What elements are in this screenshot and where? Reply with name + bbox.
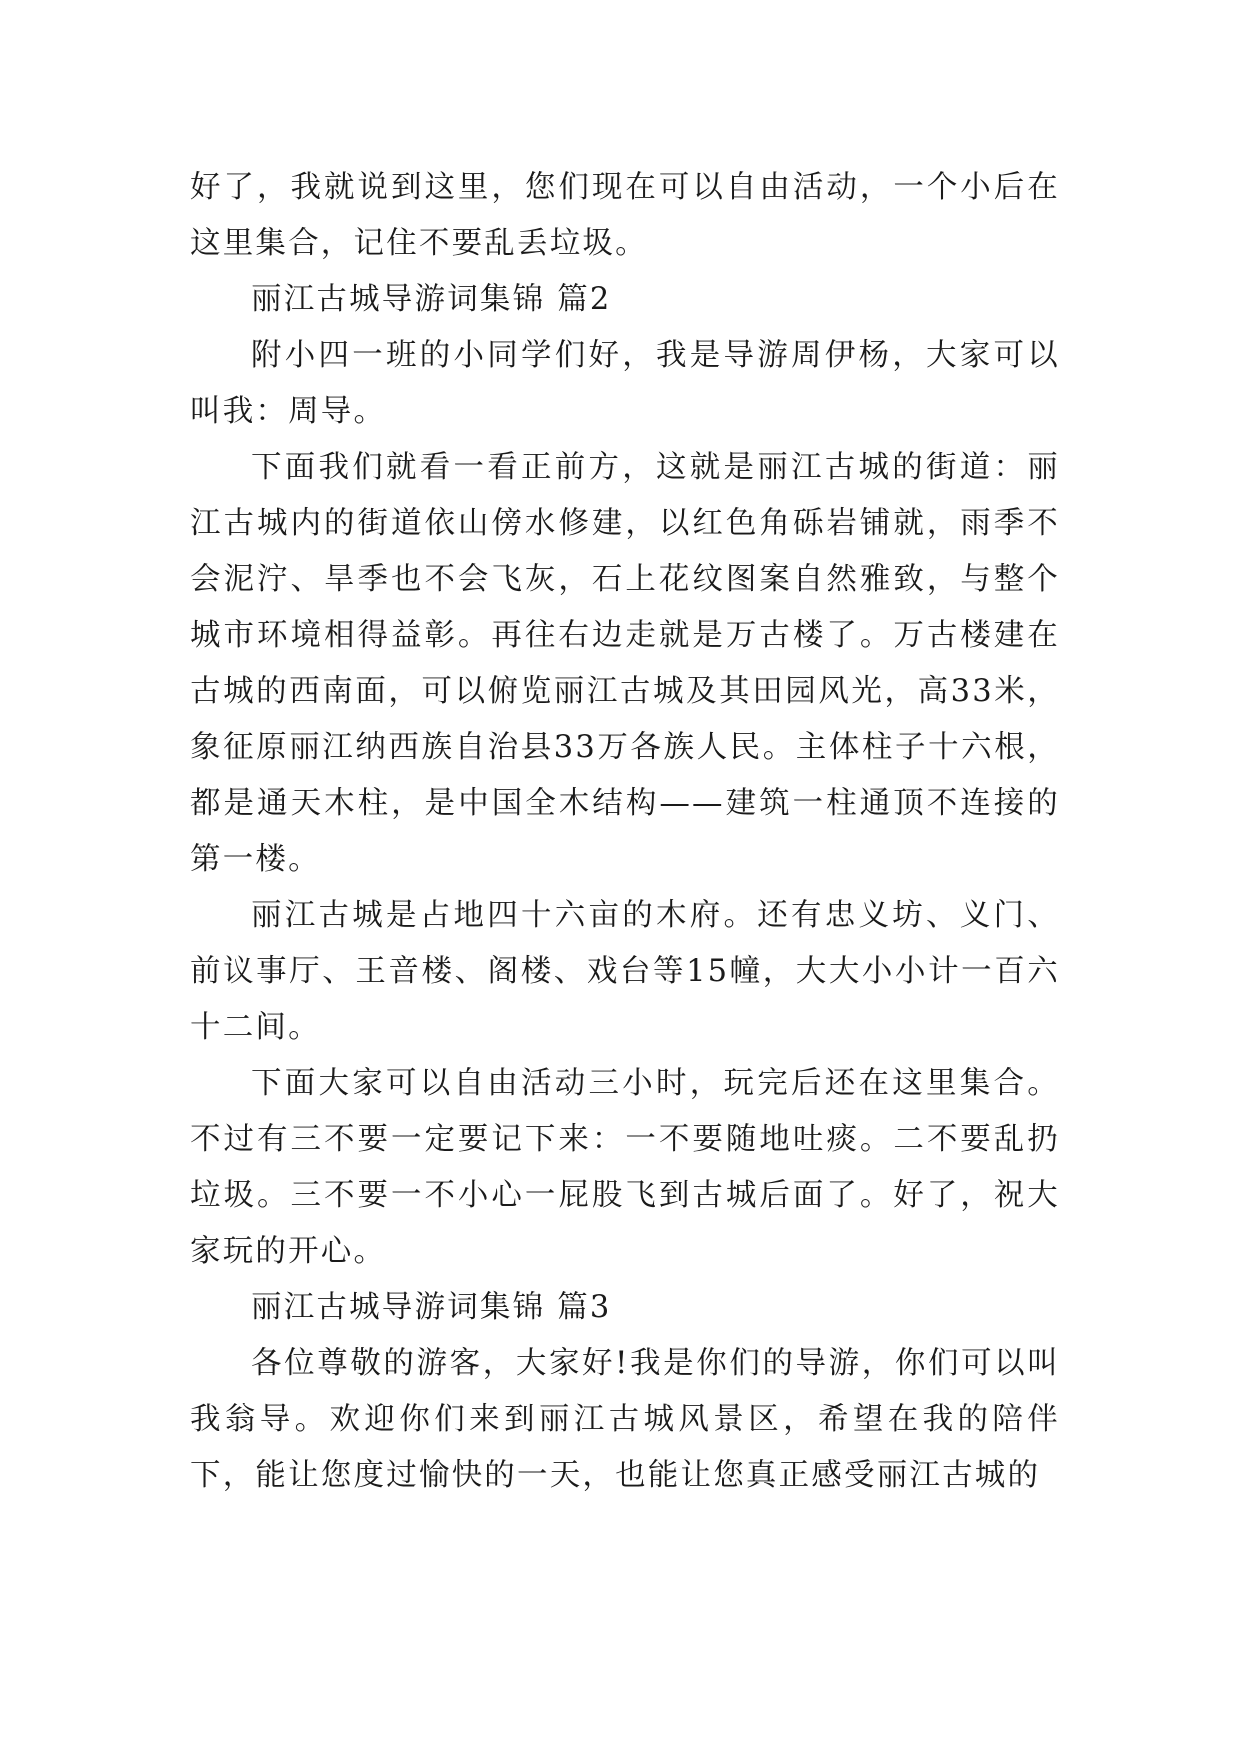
paragraph-greeting: 附小四一班的小同学们好，我是导游周伊杨，大家可以叫我：周导。 [190,338,1060,429]
section-heading-2: 丽江古城导游词集锦 篇2 [251,282,612,317]
paragraph-street-and-tower: 下面我们就看一看正前方，这就是丽江古城的街道：丽江古城内的街道依山傍水修建，以红色角砾岩铺就，雨季不会泥泞、旱季也不会飞灰，石上花纹图案自然雅致，与整个城市环境相得益彰。再往右边走就是万古楼了。万古楼建在古城的西南面，可以俯览丽江古城及其田园风光，高33米，象征原丽江纳西族自治县33万各族人民。主体柱子十六根，都是通天木柱，是中国全木结构——建筑一柱通顶不连接的第一楼。 [190,450,1060,877]
paragraph-mufu: 丽江古城是占地四十六亩的木府。还有忠义坊、义门、前议事厅、王音楼、阁楼、戏台等15幢，大大小小计一百六十二间。 [190,898,1060,1045]
paragraph-free-activity: 下面大家可以自由活动三小时，玩完后还在这里集合。不过有三不要一定要记下来：一不要随地吐痰。二不要乱扔垃圾。三不要一不小心一屁股飞到古城后面了。好了，祝大家玩的开心。 [190,1066,1060,1269]
paragraph-closing-remarks: 好了，我就说到这里，您们现在可以自由活动，一个小后在这里集合，记住不要乱丢垃圾。 [190,170,1060,261]
paragraph-welcome: 各位尊敬的游客，大家好!我是你们的导游，你们可以叫我翁导。欢迎你们来到丽江古城风景区，希望在我的陪伴下，能让您度过愉快的一天，也能让您真正感受丽江古城的 [190,1346,1060,1493]
section-heading-3: 丽江古城导游词集锦 篇3 [251,1290,612,1325]
document-page [190,160,1060,1504]
